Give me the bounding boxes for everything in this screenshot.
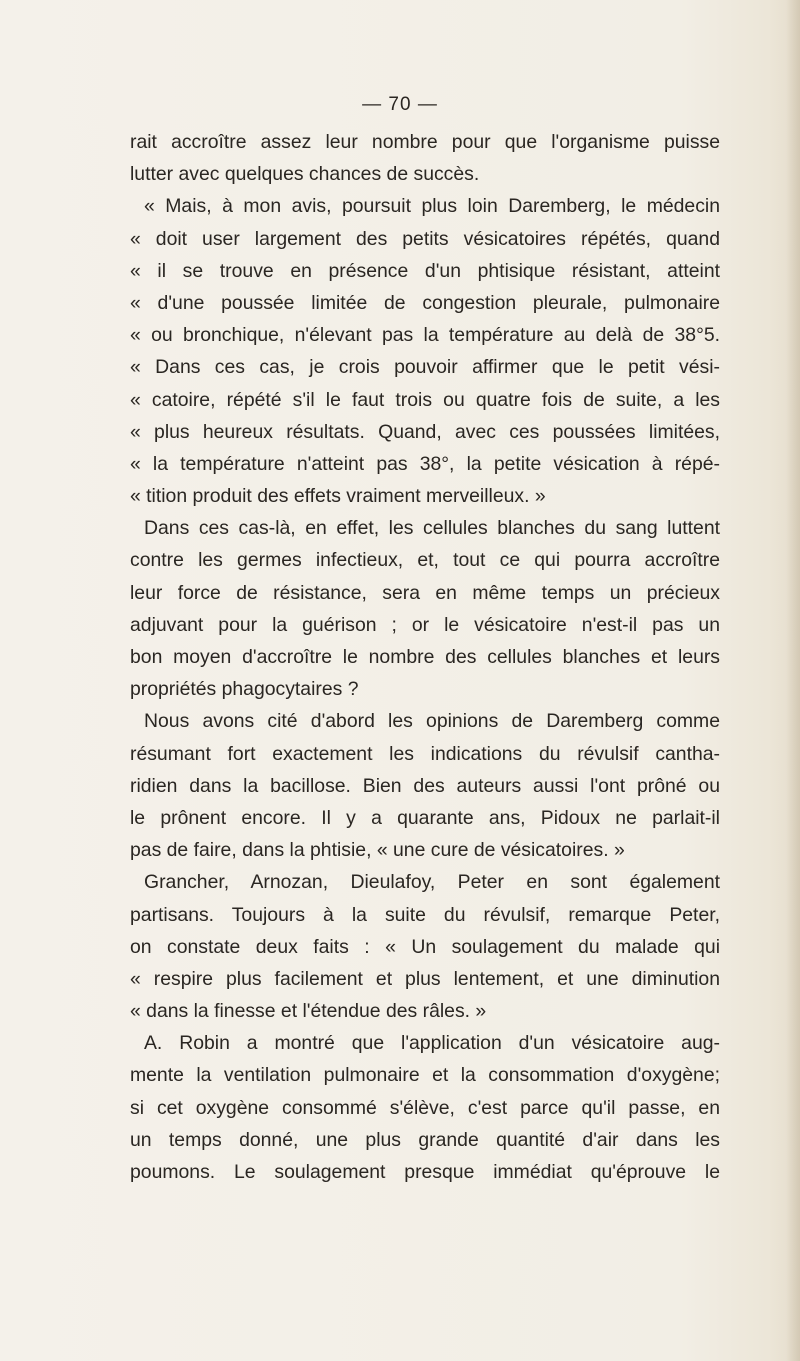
body-text — [130, 126, 720, 1188]
page-number: — 70 — — [362, 94, 438, 115]
text-line: « doit user largement des petits vésicatoires répétés, quand — [130, 227, 720, 250]
text-line: Dans ces cas-là, en effet, les cellules blanches du sang luttent — [144, 517, 720, 540]
text-line: on constate deux faits : « Un soulagement du malade qui — [130, 935, 720, 958]
text-line: « il se trouve en présence d'un phtisique résistant, atteint — [130, 259, 720, 282]
text-line: poumons. Le soulagement presque immédiat qu'éprouve le — [130, 1161, 720, 1183]
text-line: Grancher, Arnozan, Dieulafoy, Peter en sont également — [144, 871, 720, 894]
text-line: « dans la finesse et l'étendue des râles. » — [130, 1000, 487, 1023]
text-line: « ou bronchique, n'élevant pas la température au delà de 38°5. — [130, 324, 720, 347]
text-line: « plus heureux résultats. Quand, avec ces poussées limitées, — [130, 420, 720, 443]
text-line: ridien dans la bacillose. Bien des auteurs aussi l'ont prôné ou — [130, 774, 720, 797]
text-line: « Dans ces cas, je crois pouvoir affirmer que le petit vési- — [130, 356, 720, 379]
text-line: leur force de résistance, sera en même temps un précieux — [130, 581, 720, 604]
text-line: si cet oxygène consommé s'élève, c'est parce qu'il passe, en — [130, 1096, 720, 1119]
text-line: le prônent encore. Il y a quarante ans, Pidoux ne parlait-il — [130, 806, 720, 829]
text-line: un temps donné, une plus grande quantité d'air dans les — [130, 1128, 720, 1151]
text-line: partisans. Toujours à la suite du révulsif, remarque Peter, — [130, 903, 720, 926]
text-line: « catoire, répété s'il le faut trois ou quatre fois de suite, a les — [130, 388, 720, 411]
text-line: « tition produit des effets vraiment merveilleux. » — [130, 485, 546, 508]
text-line: propriétés phagocytaires ? — [130, 678, 359, 701]
text-line: rait accroître assez leur nombre pour que l'organisme puisse — [130, 131, 720, 153]
text-line: « la température n'atteint pas 38°, la petite vésication à répé- — [130, 452, 720, 475]
text-line: contre les germes infectieux, et, tout ce qui pourra accroître — [130, 549, 720, 572]
text-line: Nous avons cité d'abord les opinions de Daremberg comme — [144, 710, 720, 733]
text-line: lutter avec quelques chances de succès. — [130, 163, 480, 186]
text-line: pas de faire, dans la phtisie, « une cure de vésicatoires. » — [130, 839, 625, 862]
text-line: adjuvant pour la guérison ; or le vésicatoire n'est-il pas un — [130, 613, 720, 636]
text-line: « Mais, à mon avis, poursuit plus loin Daremberg, le médecin — [144, 195, 720, 218]
text-line: résumant fort exactement les indications du révulsif cantha- — [130, 742, 720, 765]
text-line: bon moyen d'accroître le nombre des cellules blanches et leurs — [130, 646, 720, 668]
text-line: « respire plus facilement et plus lentement, et une diminution — [130, 967, 720, 990]
text-line: mente la ventilation pulmonaire et la consommation d'oxygène; — [130, 1064, 720, 1087]
text-line: « d'une poussée limitée de congestion pleurale, pulmonaire — [130, 291, 720, 314]
text-line: A. Robin a montré que l'application d'un vésicatoire aug- — [144, 1032, 720, 1055]
page-edge-shadow — [786, 0, 800, 1361]
